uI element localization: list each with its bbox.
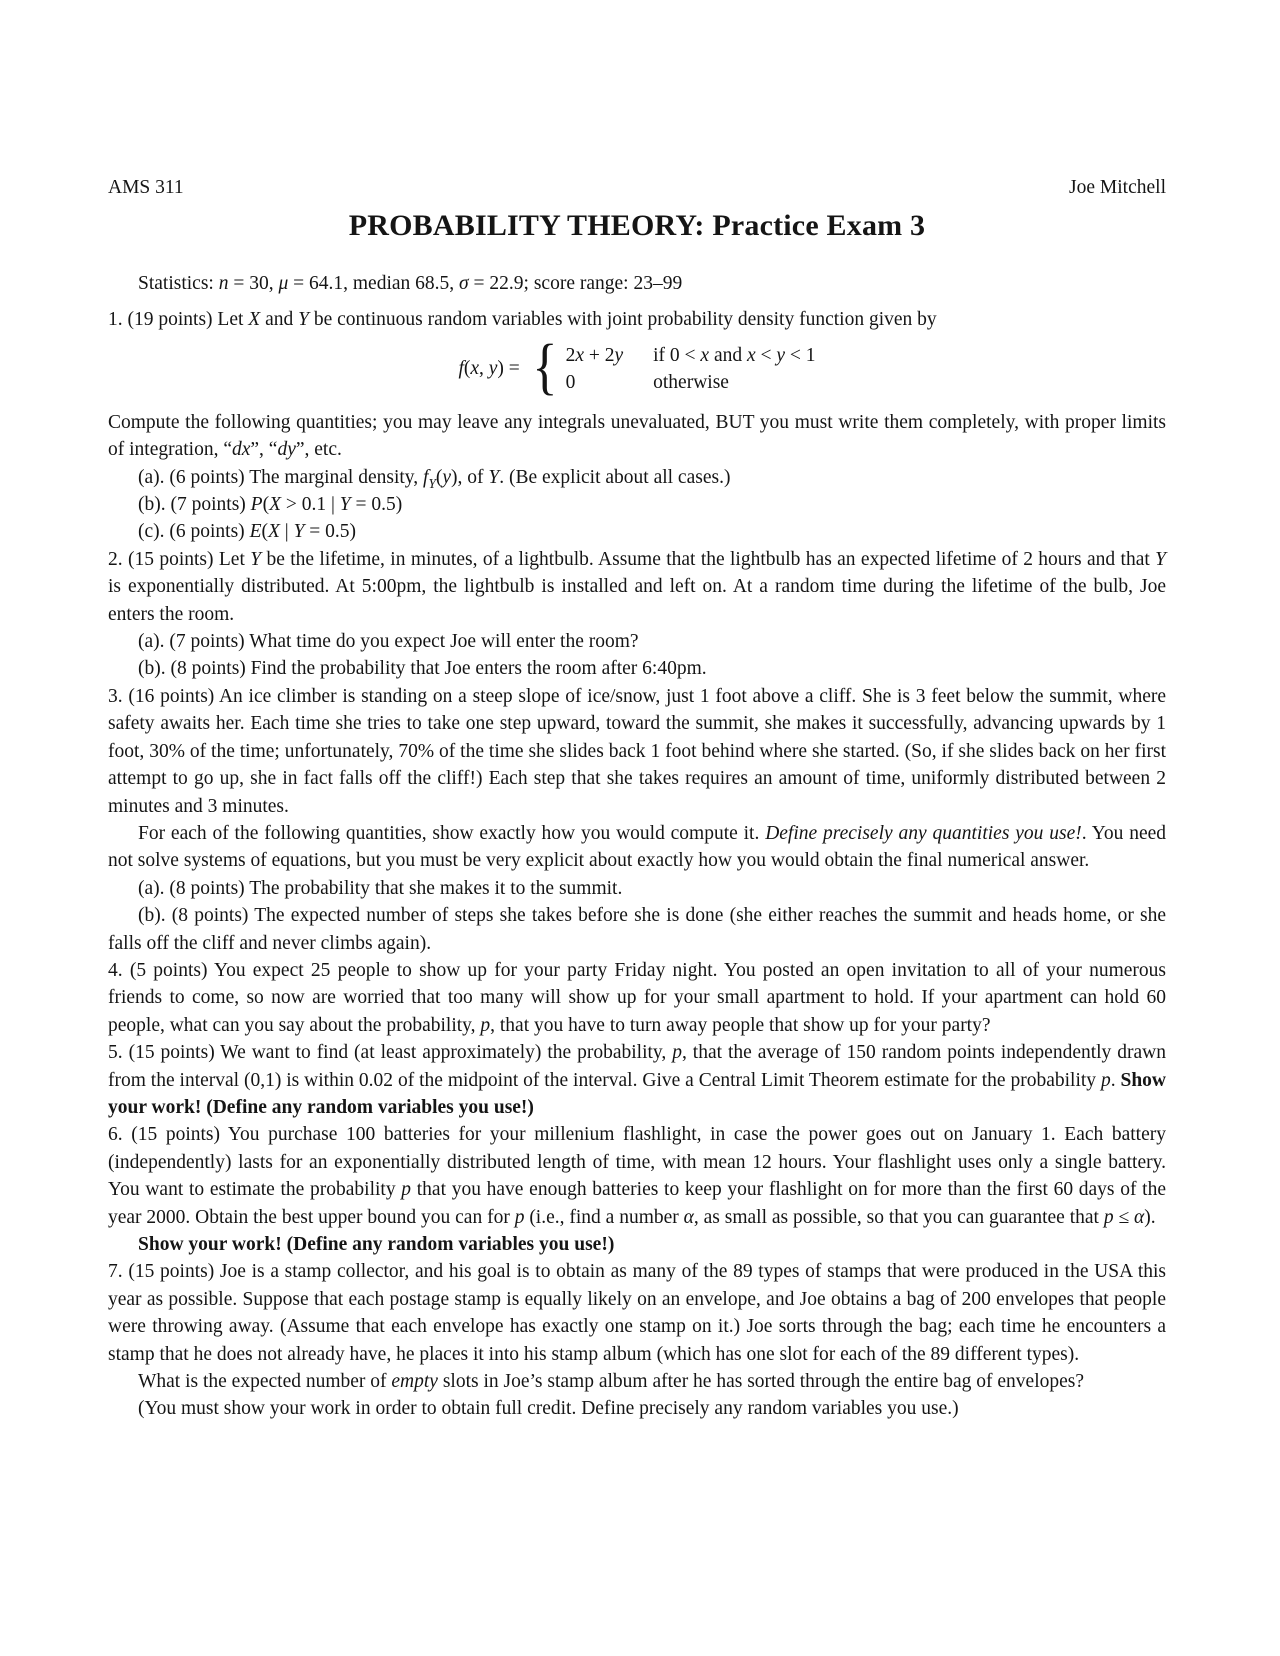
problem-1-part-b: (b). (7 points) P(X > 0.1 | Y = 0.5) (138, 494, 403, 516)
problem-6-show-work: Show your work! (Define any random variables you use!) (138, 1234, 615, 1255)
problem-4: 4. (5 points) You expect 25 people to show up for your party Friday night. You posted an open invitation to all of your numerous friends to come, so now are worried that too many will show up for your small apartment to hold. If your apartment can hold 60 people, what can you say about the probability, p, that you have to turn away people that show up for your party? (108, 959, 1166, 1036)
problem-1-intro: 1. (19 points) Let X and Y be continuous random variables with joint probability density function given by (108, 309, 937, 331)
course-code: AMS 311 (108, 177, 184, 198)
left-brace-glyph: { (532, 333, 558, 402)
formula-cases (566, 343, 816, 396)
formula-case-condition: otherwise (653, 371, 729, 393)
statistics-line: Statistics: n = 30, μ = 64.1, median 68.5, σ = 22.9; score range: 23–99 (138, 273, 683, 294)
doc-header (108, 176, 1166, 200)
problem-3-instructions: For each of the following quantities, show exactly how you would compute it. Define precisely any quantities you use!. You need not solve systems of equations, but you must be very explicit about exactly how you would obtain the final numerical answer. (108, 822, 1166, 872)
problem-1-part-a: (a). (6 points) The marginal density, $f_Y(y)$, of Y. (Be explicit about all cases.) (138, 466, 731, 491)
problem-1-part-c: (c). (6 points) E(X | Y = 0.5) (138, 521, 357, 543)
formula-case-value: 2x + 2y (565, 344, 624, 366)
instructor-name: Joe Mitchell (1069, 177, 1166, 198)
problem-3-part-a: (a). (8 points) The probability that she makes it to the summit. (138, 877, 623, 899)
document-content (108, 270, 1166, 1423)
formula-lhs: f(x, y) = (458, 358, 520, 380)
problem-2-part-b: (b). (8 points) Find the probability that Joe enters the room after 6:40pm. (138, 658, 707, 680)
problem-3-intro: 3. (16 points) An ice climber is standing on a steep slope of ice/snow, just 1 foot above a cliff. She is 3 feet below the summit, where safety awaits her. Each time she tries to take one step upward, toward the summit, she makes it successfully, advancing upwards by 1 foot, 30% of the time; unfortunately, 70% of the time she slides back 1 foot behind where she started. (So, if she slides back on her first attempt to go up, she in fact falls off the cliff!) Each step that she takes requires an amount of time, uniformly distributed between 2 minutes and 3 minutes. (108, 685, 1166, 817)
problem-6-intro: 6. (15 points) You purchase 100 batteries for your millenium flashlight, in case the power goes out on January 1. Each battery (independently) lasts for an exponentially distributed length of time, with mean 12 hours. Your flashlight uses only a single battery. You want to estimate the probability p that you have enough batteries to keep your flashlight on for more than the first 60 days of the year 2000. Obtain the best upper bound you can for p (i.e., find a number α, as small as possible, so that you can guarantee that p ≤ α). (108, 1124, 1166, 1228)
page-title: PROBABILITY THEORY: Practice Exam 3 (348, 209, 926, 242)
problem-7-intro: 7. (15 points) Joe is a stamp collector, and his goal is to obtain as many of the 89 types of stamps that were produced in the USA this year as possible. Suppose that each postage stamp is equally likely on an envelope, and Joe obtains a bag of 200 envelopes that people were throwing away. (Assume that each envelope has exactly one stamp on it.) Joe sorts through the bag; each time he encounters a stamp that he does not already have, he places it into his stamp album (which has one slot for each of the 89 different types). (108, 1261, 1166, 1365)
problem-2-intro: 2. (15 points) Let Y be the lifetime, in minutes, of a lightbulb. Assume that the lightbulb has an expected lifetime of 2 hours and that Y is exponentially distributed. At 5:00pm, the lightbulb is installed and left on. At a random time during the lifetime of the bulb, Joe enters the room. (108, 548, 1166, 625)
formula-case-value: 0 (565, 371, 576, 393)
piecewise-density-formula (108, 333, 1166, 402)
problem-7-question: What is the expected number of empty slots in Joe’s stamp album after he has sorted through the entire bag of envelopes? (138, 1371, 1085, 1393)
problem-3-part-b: (b). (8 points) The expected number of steps she takes before she is done (she either reaches the summit and heads home, or she falls off the cliff and never climbs again). (108, 905, 1166, 954)
problem-1-instructions: Compute the following quantities; you may leave any integrals unevaluated, BUT you must write them completely, with proper limits of integration, “dx”, “dy”, etc. (108, 411, 1166, 461)
problem-2-part-a: (a). (7 points) What time do you expect Joe will enter the room? (138, 631, 639, 653)
problem-5: 5. (15 points) We want to find (at least approximately) the probability, p, that the average of 150 random points independently drawn from the interval (0,1) is within 0.02 of the midpoint of the interval. Give a Central Limit Theorem estimate for the probability p. Show your work! (Define any random variables you use!) (108, 1042, 1166, 1118)
formula-case-condition: if 0 < x and x < y < 1 (653, 344, 816, 366)
problem-7-note: (You must show your work in order to obtain full credit. Define precisely any random variables you use.) (138, 1398, 959, 1420)
